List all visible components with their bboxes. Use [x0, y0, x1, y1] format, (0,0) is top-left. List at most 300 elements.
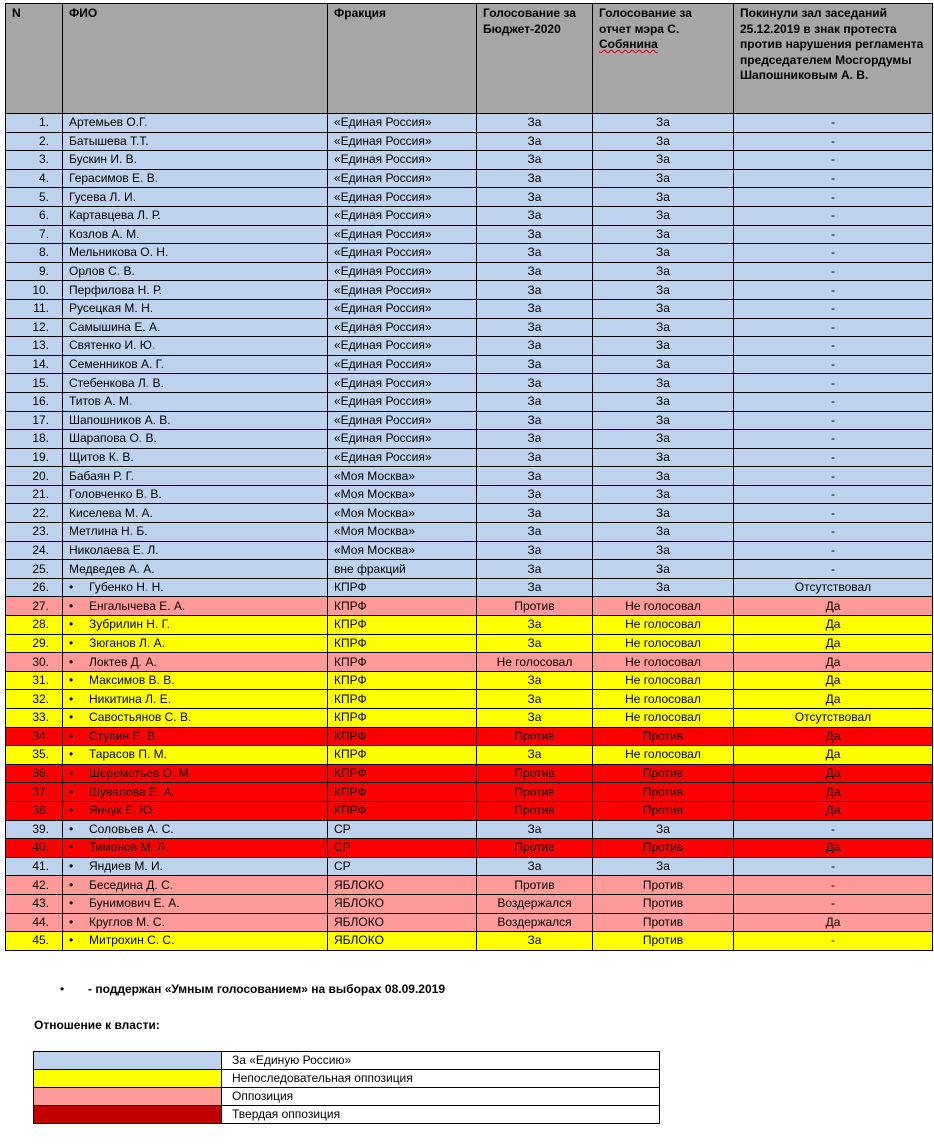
cell-report: За — [593, 523, 734, 542]
cell-num: 5. — [6, 188, 63, 207]
cell-faction: ЯБЛОКО — [328, 894, 477, 913]
cell-report: За — [593, 430, 734, 449]
deputy-name: Титов А. М. — [69, 394, 133, 409]
cell-num: 44. — [6, 913, 63, 932]
cell-name — [63, 578, 328, 597]
cell-left-hall: - — [734, 151, 933, 170]
deputy-name: Святенко И. Ю. — [69, 338, 156, 353]
cell-name — [63, 337, 328, 356]
cell-budget: За — [477, 820, 593, 839]
cell-num: 25. — [6, 560, 63, 579]
cell-name — [63, 355, 328, 374]
cell-num: 42. — [6, 876, 63, 895]
cell-report: За — [593, 355, 734, 374]
cell-name — [63, 932, 328, 951]
deputy-name: Батышева Т.Т. — [69, 133, 149, 148]
deputy-name: Савостьянов С. В. — [89, 710, 192, 725]
cell-budget: За — [477, 504, 593, 523]
cell-name — [63, 244, 328, 263]
deputy-name: Перфилова Н. Р. — [69, 282, 163, 297]
cell-budget: Против — [477, 801, 593, 820]
cell-name — [63, 132, 328, 151]
cell-faction: КПРФ — [328, 746, 477, 765]
cell-name — [63, 746, 328, 765]
cell-budget: За — [477, 560, 593, 579]
table-row — [6, 894, 933, 913]
bullet-icon: • — [69, 877, 74, 892]
cell-budget: За — [477, 188, 593, 207]
cell-name — [63, 151, 328, 170]
cell-faction: «Единая Россия» — [328, 355, 477, 374]
cell-name — [63, 504, 328, 523]
cell-left-hall: - — [734, 430, 933, 449]
cell-faction: СР — [328, 839, 477, 858]
table-header-row — [6, 4, 933, 114]
cell-budget: За — [477, 616, 593, 635]
table-row — [6, 560, 933, 579]
cell-left-hall: - — [734, 355, 933, 374]
cell-faction: КПРФ — [328, 671, 477, 690]
table-row — [6, 653, 933, 672]
cell-num: 24. — [6, 541, 63, 560]
cell-faction: «Единая Россия» — [328, 225, 477, 244]
cell-report: Не голосовал — [593, 653, 734, 672]
cell-name — [63, 616, 328, 635]
cell-name — [63, 894, 328, 913]
bullet-icon: • — [69, 933, 74, 948]
table-row — [6, 169, 933, 188]
table-row — [6, 392, 933, 411]
cell-faction: «Единая Россия» — [328, 281, 477, 300]
table-row — [6, 411, 933, 430]
cell-faction: «Единая Россия» — [328, 411, 477, 430]
legend-title: Отношение к власти: — [34, 1018, 160, 1032]
cell-left-hall: Да — [734, 783, 933, 802]
cell-num: 12. — [6, 318, 63, 337]
cell-name — [63, 392, 328, 411]
cell-left-hall: Да — [734, 727, 933, 746]
table-row — [6, 523, 933, 542]
cell-name — [63, 281, 328, 300]
cell-name — [63, 188, 328, 207]
cell-num: 29. — [6, 634, 63, 653]
table-row — [6, 262, 933, 281]
table-row — [6, 504, 933, 523]
cell-faction: СР — [328, 857, 477, 876]
cell-faction: КПРФ — [328, 578, 477, 597]
legend-label: За «Единую Россию» — [222, 1052, 660, 1070]
cell-left-hall: - — [734, 114, 933, 133]
cell-left-hall: - — [734, 541, 933, 560]
cell-budget: За — [477, 244, 593, 263]
deputy-name: Зюганов Л. А. — [89, 635, 165, 650]
cell-report: За — [593, 262, 734, 281]
bullet-icon: • — [69, 914, 74, 929]
cell-report: Против — [593, 876, 734, 895]
table-row — [6, 467, 933, 486]
cell-num: 36. — [6, 764, 63, 783]
cell-name — [63, 764, 328, 783]
table-row — [6, 616, 933, 635]
cell-faction: КПРФ — [328, 709, 477, 728]
legend-swatch — [34, 1070, 222, 1088]
cell-name — [63, 169, 328, 188]
cell-report: За — [593, 560, 734, 579]
table-row — [6, 671, 933, 690]
cell-faction: «Единая Россия» — [328, 374, 477, 393]
cell-faction: КПРФ — [328, 783, 477, 802]
table-row — [6, 355, 933, 374]
cell-name — [63, 820, 328, 839]
legend-label: Твердая оппозиция — [222, 1106, 660, 1124]
cell-report: За — [593, 541, 734, 560]
cell-budget: За — [477, 355, 593, 374]
table-row — [6, 783, 933, 802]
bullet-icon: • — [69, 803, 74, 818]
cell-left-hall: Да — [734, 616, 933, 635]
deputy-name: Тимонов М. Л. — [89, 840, 169, 855]
table-row — [6, 430, 933, 449]
header-left-hall: Покинули зал заседаний 25.12.2019 в знак протеста против нарушения регламента председателем Мосгордумы Шапошниковым А. В. — [734, 4, 933, 114]
deputy-name: Бунимович Е. А. — [89, 896, 180, 911]
bullet-icon: • — [69, 784, 74, 799]
cell-budget: За — [477, 857, 593, 876]
deputy-name: Медведев А. А. — [69, 561, 155, 576]
header-faction: Фракция — [328, 4, 477, 114]
deputy-name: Максимов В. В. — [89, 673, 175, 688]
bullet-icon: • — [69, 673, 74, 688]
bullet-icon: • — [69, 766, 74, 781]
cell-left-hall: - — [734, 485, 933, 504]
cell-faction: КПРФ — [328, 764, 477, 783]
cell-left-hall: - — [734, 206, 933, 225]
cell-num: 41. — [6, 857, 63, 876]
cell-report: За — [593, 188, 734, 207]
cell-faction: «Единая Россия» — [328, 318, 477, 337]
cell-name — [63, 857, 328, 876]
cell-left-hall: - — [734, 448, 933, 467]
cell-left-hall: - — [734, 225, 933, 244]
cell-report: Против — [593, 839, 734, 858]
cell-left-hall: - — [734, 894, 933, 913]
cell-left-hall: - — [734, 318, 933, 337]
cell-report: За — [593, 578, 734, 597]
cell-left-hall: - — [734, 932, 933, 951]
deputy-name: Козлов А. М. — [69, 226, 140, 241]
cell-budget: За — [477, 132, 593, 151]
deputy-name: Николаева Е. Л. — [69, 542, 159, 557]
cell-num: 32. — [6, 690, 63, 709]
legend-label: Оппозиция — [222, 1088, 660, 1106]
table-row — [6, 932, 933, 951]
cell-budget: Против — [477, 783, 593, 802]
cell-num: 22. — [6, 504, 63, 523]
deputy-name: Беседина Д. С. — [89, 877, 174, 892]
bullet-icon: • — [69, 710, 74, 725]
cell-report: Не голосовал — [593, 597, 734, 616]
cell-budget: За — [477, 318, 593, 337]
cell-left-hall: Да — [734, 653, 933, 672]
cell-num: 19. — [6, 448, 63, 467]
cell-faction: «Единая Россия» — [328, 392, 477, 411]
cell-report: За — [593, 485, 734, 504]
legend-item — [34, 1088, 660, 1106]
cell-left-hall: - — [734, 857, 933, 876]
cell-budget: За — [477, 690, 593, 709]
cell-faction: ЯБЛОКО — [328, 932, 477, 951]
deputy-name: Зубрилин Н. Г. — [89, 617, 170, 632]
bullet-icon: • — [69, 821, 74, 836]
cell-faction: КПРФ — [328, 727, 477, 746]
cell-faction: КПРФ — [328, 690, 477, 709]
cell-budget: За — [477, 634, 593, 653]
cell-left-hall: Да — [734, 690, 933, 709]
cell-report: Против — [593, 801, 734, 820]
cell-name — [63, 690, 328, 709]
deputy-name: Стебенкова Л. В. — [69, 375, 164, 390]
cell-num: 30. — [6, 653, 63, 672]
cell-num: 11. — [6, 299, 63, 318]
cell-budget: За — [477, 411, 593, 430]
table-row — [6, 634, 933, 653]
table-row — [6, 839, 933, 858]
table-row — [6, 485, 933, 504]
table-row — [6, 299, 933, 318]
deputy-name: Артемьев О.Г. — [69, 115, 148, 130]
cell-report: За — [593, 337, 734, 356]
cell-name — [63, 262, 328, 281]
cell-budget: Против — [477, 764, 593, 783]
cell-left-hall: Да — [734, 746, 933, 765]
cell-report: За — [593, 244, 734, 263]
cell-budget: За — [477, 262, 593, 281]
cell-budget: За — [477, 299, 593, 318]
cell-faction: КПРФ — [328, 616, 477, 635]
cell-report: За — [593, 504, 734, 523]
cell-budget: За — [477, 932, 593, 951]
cell-budget: За — [477, 281, 593, 300]
cell-budget: Против — [477, 876, 593, 895]
cell-num: 15. — [6, 374, 63, 393]
legend-item — [34, 1070, 660, 1088]
cell-budget: За — [477, 206, 593, 225]
cell-faction: «Моя Москва» — [328, 485, 477, 504]
header-num: N — [6, 4, 63, 114]
cell-faction: «Моя Москва» — [328, 541, 477, 560]
deputy-name: Енгалычева Е. А. — [89, 598, 186, 613]
cell-num: 23. — [6, 523, 63, 542]
cell-faction: «Единая Россия» — [328, 188, 477, 207]
cell-report: Против — [593, 764, 734, 783]
cell-budget: За — [477, 114, 593, 133]
table-row — [6, 578, 933, 597]
cell-budget: За — [477, 578, 593, 597]
table-body — [6, 114, 933, 951]
cell-faction: КПРФ — [328, 801, 477, 820]
cell-report: За — [593, 820, 734, 839]
cell-budget: За — [477, 430, 593, 449]
cell-faction: «Моя Москва» — [328, 523, 477, 542]
cell-name — [63, 541, 328, 560]
cell-name — [63, 114, 328, 133]
table-row — [6, 541, 933, 560]
cell-budget: За — [477, 523, 593, 542]
legend-item — [34, 1106, 660, 1124]
header-name: ФИО — [63, 4, 328, 114]
cell-report: За — [593, 281, 734, 300]
cell-report: Не голосовал — [593, 709, 734, 728]
cell-num: 33. — [6, 709, 63, 728]
table-row — [6, 337, 933, 356]
cell-budget: За — [477, 671, 593, 690]
cell-name — [63, 560, 328, 579]
cell-left-hall: - — [734, 132, 933, 151]
cell-faction: СР — [328, 820, 477, 839]
table-row — [6, 857, 933, 876]
cell-report: За — [593, 151, 734, 170]
deputy-name: Картавцева Л. Р. — [69, 208, 161, 223]
deputy-name: Никитина Л. Е. — [89, 691, 172, 706]
cell-num: 35. — [6, 746, 63, 765]
cell-num: 8. — [6, 244, 63, 263]
cell-left-hall: - — [734, 876, 933, 895]
cell-budget: За — [477, 169, 593, 188]
deputies-vote-table — [5, 3, 933, 951]
cell-num: 27. — [6, 597, 63, 616]
cell-left-hall: - — [734, 169, 933, 188]
cell-left-hall: Да — [734, 764, 933, 783]
cell-faction: КПРФ — [328, 634, 477, 653]
legend-swatch — [34, 1052, 222, 1070]
cell-faction: «Моя Москва» — [328, 504, 477, 523]
cell-num: 4. — [6, 169, 63, 188]
cell-faction: «Единая Россия» — [328, 206, 477, 225]
cell-budget: Воздержался — [477, 894, 593, 913]
cell-left-hall: - — [734, 337, 933, 356]
cell-faction: «Единая Россия» — [328, 132, 477, 151]
cell-left-hall: - — [734, 820, 933, 839]
cell-left-hall: - — [734, 244, 933, 263]
cell-name — [63, 634, 328, 653]
legend-body — [34, 1052, 660, 1124]
deputy-name: Янчук Е. Ю. — [89, 803, 156, 818]
cell-num: 10. — [6, 281, 63, 300]
cell-name — [63, 206, 328, 225]
cell-name — [63, 839, 328, 858]
cell-report: Против — [593, 783, 734, 802]
deputy-name: Шапошников А. В. — [69, 412, 171, 427]
cell-left-hall: - — [734, 299, 933, 318]
bullet-icon: • — [69, 840, 74, 855]
deputy-name: Головченко В. В. — [69, 487, 162, 502]
deputy-name: Шарапова О. В. — [69, 431, 157, 446]
cell-budget: За — [477, 337, 593, 356]
cell-budget: За — [477, 467, 593, 486]
table-row — [6, 151, 933, 170]
smart-vote-footnote — [60, 982, 445, 996]
cell-left-hall: - — [734, 411, 933, 430]
cell-faction: ЯБЛОКО — [328, 913, 477, 932]
cell-left-hall: Да — [734, 671, 933, 690]
table-row — [6, 709, 933, 728]
deputy-name: Яндиев М. И. — [89, 859, 164, 874]
cell-faction: «Единая Россия» — [328, 430, 477, 449]
bullet-icon: • — [69, 617, 74, 632]
deputy-name: Губенко Н. Н. — [89, 580, 164, 595]
deputy-name: Гусева Л. И. — [69, 189, 136, 204]
cell-faction: «Единая Россия» — [328, 169, 477, 188]
cell-num: 37. — [6, 783, 63, 802]
cell-name — [63, 783, 328, 802]
cell-report: За — [593, 132, 734, 151]
cell-name — [63, 467, 328, 486]
cell-report: Не голосовал — [593, 634, 734, 653]
deputy-name: Бускин И. В. — [69, 152, 138, 167]
table-row — [6, 746, 933, 765]
table-row — [6, 448, 933, 467]
cell-left-hall: - — [734, 262, 933, 281]
cell-name — [63, 485, 328, 504]
table-row — [6, 727, 933, 746]
cell-faction: «Единая Россия» — [328, 114, 477, 133]
cell-name — [63, 597, 328, 616]
bullet-icon: • — [69, 691, 74, 706]
legend-table — [33, 1051, 660, 1124]
deputy-name: Локтев Д. А. — [89, 654, 157, 669]
cell-num: 39. — [6, 820, 63, 839]
table-row — [6, 281, 933, 300]
cell-num: 13. — [6, 337, 63, 356]
cell-budget: За — [477, 746, 593, 765]
bullet-icon: • — [69, 728, 74, 743]
cell-budget: За — [477, 374, 593, 393]
cell-report: Против — [593, 727, 734, 746]
cell-report: Против — [593, 894, 734, 913]
cell-budget: За — [477, 709, 593, 728]
cell-num: 43. — [6, 894, 63, 913]
cell-num: 20. — [6, 467, 63, 486]
deputy-name: Киселева М. А. — [69, 505, 153, 520]
cell-budget: За — [477, 485, 593, 504]
deputy-name: Бабаян Р. Г. — [69, 468, 135, 483]
cell-faction: «Единая Россия» — [328, 244, 477, 263]
deputy-name: Орлов С. В. — [69, 264, 135, 279]
table-row — [6, 801, 933, 820]
cell-num: 28. — [6, 616, 63, 635]
deputy-name: Соловьев А. С. — [89, 821, 174, 836]
cell-report: За — [593, 318, 734, 337]
header-report-line2: Собянина — [599, 37, 658, 51]
cell-faction: «Единая Россия» — [328, 299, 477, 318]
cell-report: Не голосовал — [593, 616, 734, 635]
cell-num: 38. — [6, 801, 63, 820]
cell-left-hall: - — [734, 392, 933, 411]
cell-name — [63, 523, 328, 542]
cell-num: 2. — [6, 132, 63, 151]
cell-name — [63, 411, 328, 430]
bullet-icon: • — [69, 896, 74, 911]
cell-name — [63, 709, 328, 728]
cell-report: За — [593, 374, 734, 393]
deputy-name: Ступин Е. В. — [89, 728, 159, 743]
cell-num: 45. — [6, 932, 63, 951]
cell-name — [63, 318, 328, 337]
cell-num: 6. — [6, 206, 63, 225]
cell-faction: КПРФ — [328, 597, 477, 616]
bullet-icon: • — [69, 598, 74, 613]
table-row — [6, 876, 933, 895]
cell-name — [63, 671, 328, 690]
